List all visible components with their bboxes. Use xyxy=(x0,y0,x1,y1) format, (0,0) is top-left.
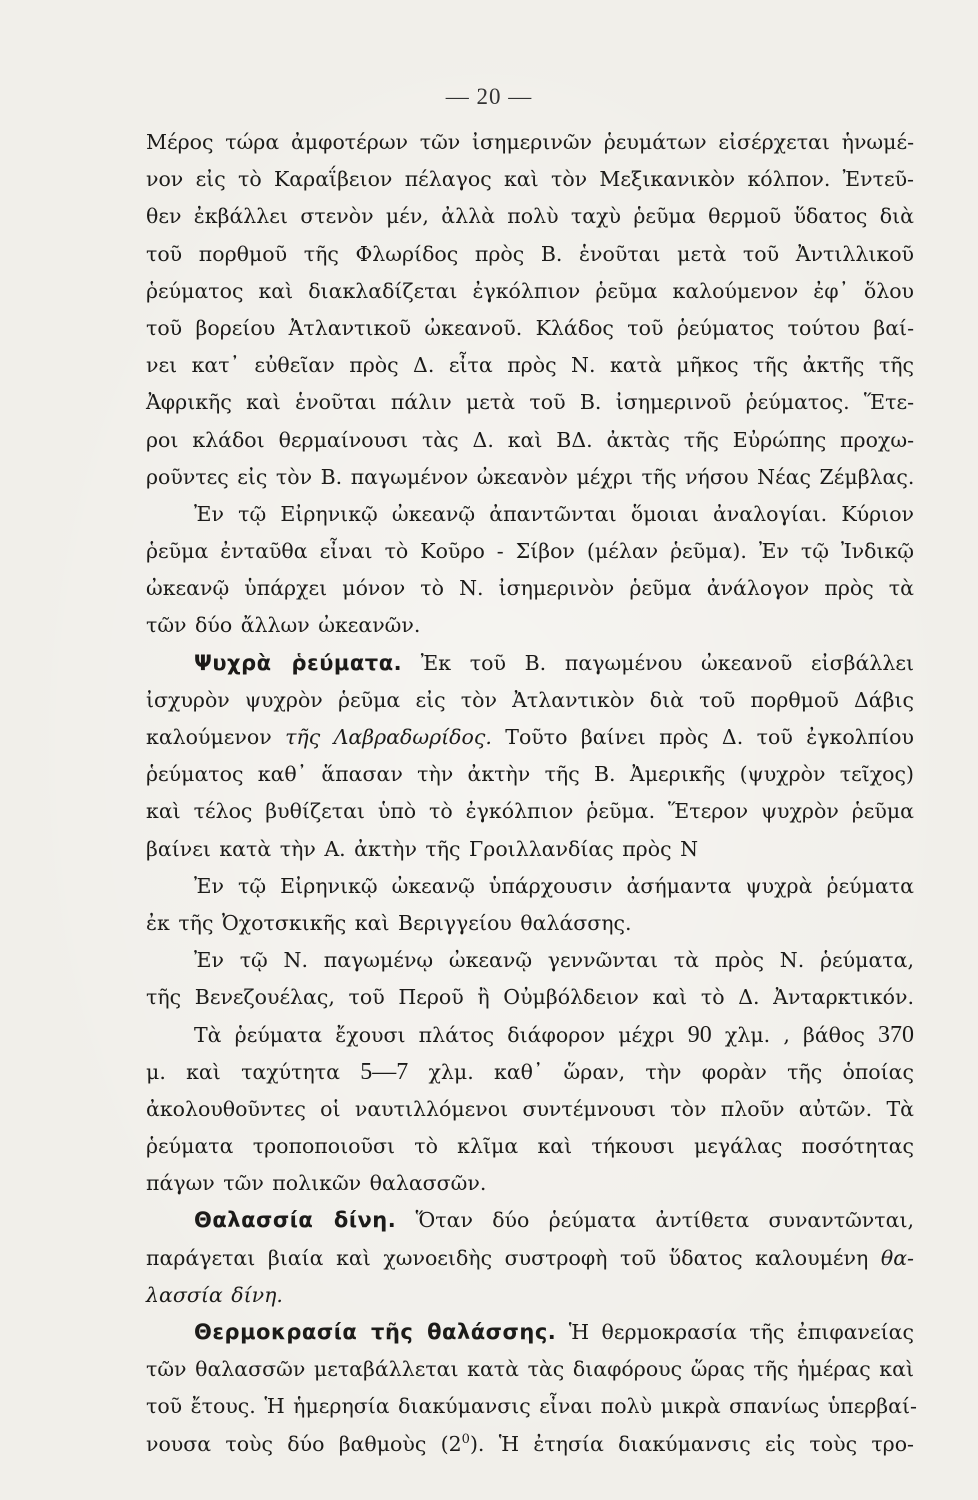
text-line: τῶν δύο ἄλλων ὠκεανῶν. xyxy=(146,613,421,638)
text-line: παράγεται βιαία καὶ χωνοειδὴς συστροφὴ τοῦ ὕδατος καλουμένη θα- xyxy=(146,1245,914,1270)
page-number: — 20 — xyxy=(445,84,533,109)
text-line: τοῦ βορείου Ἀτλαντικοῦ ὠκεανοῦ. Κλάδος τοῦ ῥεύματος τούτου βαί- xyxy=(146,315,914,340)
text-line: Ἐν τῷ Εἰρηνικῷ ὠκεανῷ ἀπαντῶνται ὅμοιαι ἀναλογίαι. Κύριον xyxy=(194,501,914,526)
text-line: τοῦ πορθμοῦ τῆς Φλωρίδος πρὸς Β. ἑνοῦται μετὰ τοῦ Ἀντιλλικοῦ xyxy=(146,241,914,266)
text-line: τοῦ ἔτους. Ἡ ἡμερησία διακύμανσις εἶναι πολὺ μικρὰ σπανίως ὑπερβαί- xyxy=(146,1394,917,1419)
text-line: Τὰ ῥεύματα ἔχουσι πλάτος διάφορον μέχρι 90 χλμ. , βάθος 370 xyxy=(194,1021,914,1048)
text-line: Ἀφρικῆς καὶ ἑνοῦται πάλιν μετὰ τοῦ Β. ἰσημερινοῦ ῥεύματος. Ἕτε- xyxy=(146,390,914,415)
number-value: 5—7 xyxy=(360,1058,409,1085)
text-line: νουσα τοὺς δύο βαθμοὺς $(2^0)$. Ἡ ἐτησία διακύμανσις εἰς τοὺς τρο- xyxy=(146,1431,914,1456)
body-text xyxy=(146,124,917,1463)
text-line: ἀκολουθοῦντες οἱ ναυτιλλόμενοι συντέμνουσι τὸν πλοῦν αὐτῶν. Τὰ xyxy=(146,1096,914,1121)
section-heading: Θαλασσία δίνη. xyxy=(194,1208,397,1233)
text-line: καλούμενον τῆς Λαβραδωρίδος. Τοῦτο βαίνει πρὸς Δ. τοῦ ἐγκολπίου xyxy=(146,725,914,749)
italic-term: λασσία δίνη. xyxy=(146,1282,283,1307)
text-line: θεν ἐκβάλλει στενὸν μέν, ἀλλὰ πολὺ ταχὺ ῥεῦμα θερμοῦ ὕδατος διὰ xyxy=(146,204,914,229)
text-line: ροι κλάδοι θερμαίνουσι τὰς Δ. καὶ ΒΔ. ἀκτὰς τῆς Εὐρώπης προχω- xyxy=(146,427,914,452)
text-line: πάγων τῶν πολικῶν θαλασσῶν. xyxy=(146,1171,487,1196)
text-line: νει κατ᾽ εὐθεῖαν πρὸς Δ. εἶτα πρὸς Ν. κατὰ μῆκος τῆς ἀκτῆς τῆς xyxy=(146,353,914,378)
text-line: ροῦντες εἰς τὸν Β. παγωμένον ὠκεανὸν μέχρι τῆς νήσου Νέας Ζέμβλας. xyxy=(146,464,915,489)
text-line: Ἐν τῷ Ν. παγωμένῳ ὠκεανῷ γεννῶνται τὰ πρὸς Ν. ῥεύματα, xyxy=(194,948,914,973)
italic-term: τῆς Λαβραδωρίδος. xyxy=(285,725,492,749)
text-line: νον εἰς τὸ Καραΐβειον πέλαγος καὶ τὸν Μεξικανικὸν κόλπον. Ἐντεῦ- xyxy=(146,167,914,192)
text-line: ῥεῦμα ἐνταῦθα εἶναι τὸ Κοῦρο - Σίβον (μέλαν ῥεῦμα). Ἐν τῷ Ἰνδικῷ xyxy=(146,539,914,564)
text-line: μ. καὶ ταχύτητα 5—7 χλμ. καθ᾽ ὥραν, τὴν φορὰν τῆς ὁποίας xyxy=(146,1058,914,1085)
superscript: 0 xyxy=(461,1431,470,1447)
section-heading: Θερμοκρασία τῆς θαλάσσης. xyxy=(194,1320,557,1344)
text-line: ῥεύματος καθ᾽ ἅπασαν τὴν ἀκτὴν τῆς Β. Ἀμερικῆς (ψυχρὸν τεῖχος) xyxy=(146,762,914,787)
text-line: Θαλασσία δίνη. Ὅταν δύο ῥεύματα ἀντίθετα συναντῶνται, xyxy=(194,1208,914,1233)
italic-term: θα- xyxy=(880,1245,914,1270)
text-line: ὠκεανῷ ὑπάρχει μόνον τὸ Ν. ἰσημερινὸν ῥεῦμα ἀνάλογον πρὸς τὰ xyxy=(146,576,914,601)
text-line: τῆς Βενεζουέλας, τοῦ Περοῦ ἢ Οὐμβόλδειον καὶ τὸ Δ. Ἀνταρκτικόν. xyxy=(146,985,914,1010)
number-value: 90 xyxy=(687,1021,712,1048)
text-line: ῥεύματα τροποποιοῦσι τὸ κλῖμα καὶ τήκουσι μεγάλας ποσότητας xyxy=(146,1134,914,1159)
text-line: ἐκ τῆς Ὀχοτσκικῆς καὶ Βεριγγείου θαλάσσης. xyxy=(146,910,632,935)
text-line: καὶ τέλος βυθίζεται ὑπὸ τὸ ἐγκόλπιον ῥεῦμα. Ἕτερον ψυχρὸν ῥεῦμα xyxy=(146,799,914,824)
number-value: 370 xyxy=(877,1021,914,1048)
text-line: τῶν θαλασσῶν μεταβάλλεται κατὰ τὰς διαφόρους ὥρας τῆς ἡμέρας καὶ xyxy=(146,1357,914,1382)
text-line: Ψυχρὰ ῥεύματα. Ἐκ τοῦ Β. παγωμένου ὠκεανοῦ εἰσβάλλει xyxy=(194,650,914,675)
text-line xyxy=(146,1277,914,1314)
text-line: Μέρος τώρα ἀμφοτέρων τῶν ἰσημερινῶν ῥευμάτων εἰσέρχεται ἡνωμέ- xyxy=(146,130,914,154)
text-line: Ἐν τῷ Εἰρηνικῷ ὠκεανῷ ὑπάρχουσιν ἀσήμαντα ψυχρὰ ῥεύματα xyxy=(194,873,914,898)
text-line: ῥεύματος καὶ διακλαδίζεται ἐγκόλπιον ῥεῦμα καλούμενον ἐφ᾽ ὅλου xyxy=(146,278,914,303)
section-heading: Ψυχρὰ ῥεύματα. xyxy=(194,650,403,675)
text-line: ἰσχυρὸν ψυχρὸν ῥεῦμα εἰς τὸν Ἀτλαντικὸν διὰ τοῦ πορθμοῦ Δάβις xyxy=(146,687,914,712)
text-line: βαίνει κατὰ τὴν Α. ἀκτὴν τῆς Γροιλλανδίας πρὸς Ν xyxy=(146,836,699,861)
text-line: Θερμοκρασία τῆς θαλάσσης. Ἡ θερμοκρασία τῆς ἐπιφανείας xyxy=(194,1320,914,1344)
